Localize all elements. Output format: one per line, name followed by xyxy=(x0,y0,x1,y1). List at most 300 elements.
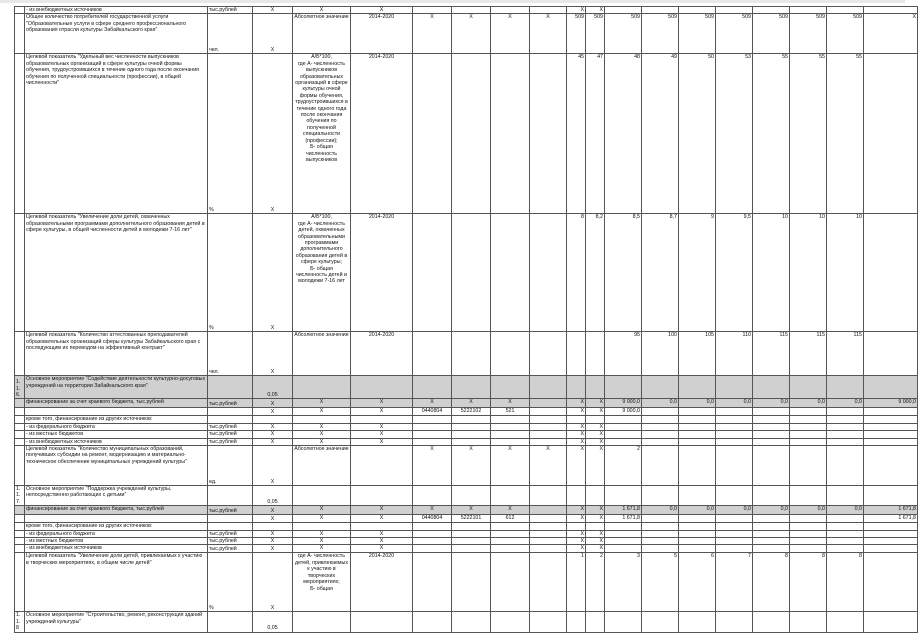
cell-r1-col7 xyxy=(413,7,452,14)
cell-r4-col3: % xyxy=(208,214,253,332)
cell-r12-col2: - из внебюджетных источников xyxy=(25,438,208,445)
cell-r5-col14: 100 xyxy=(642,332,679,376)
cell-r4-col4: X xyxy=(253,214,293,332)
cell-r7-col18: 0,0 xyxy=(790,399,827,408)
cell-r19-col13 xyxy=(605,538,642,545)
cell-r2-col14: 509 xyxy=(642,14,679,54)
cell-r2-col8: X xyxy=(452,14,491,54)
cell-r20-col2: - из внебюджетных источников xyxy=(25,545,208,553)
cell-r13-col5: Абсолютное значение xyxy=(293,446,351,486)
cell-r3-col13: 48 xyxy=(605,54,642,214)
cell-r4-col1 xyxy=(15,214,25,332)
cell-r20-col19 xyxy=(827,545,864,553)
cell-r8-col5: X xyxy=(293,408,351,416)
cell-r10-col18 xyxy=(790,423,827,430)
cell-r8-col11: X xyxy=(567,408,586,416)
cell-r20-col11: X xyxy=(567,545,586,553)
table-row-r11 xyxy=(15,431,918,438)
cell-r19-col14 xyxy=(642,538,679,545)
cell-r17-col12 xyxy=(586,523,605,530)
cell-r4-col11: 8 xyxy=(567,214,586,332)
cell-r21-col2: Целевой показатель "Увеличение доли детей, привлекаемых к участию в творческих мероприятиях, в общем числе детей" xyxy=(25,553,208,612)
cell-r11-col15 xyxy=(679,431,716,438)
cell-r13-col19 xyxy=(827,446,864,486)
cell-r2-col15: 509 xyxy=(679,14,716,54)
cell-r19-col20 xyxy=(864,538,918,545)
cell-r11-col7 xyxy=(413,431,452,438)
cell-r3-col1 xyxy=(15,54,25,214)
cell-r13-col1 xyxy=(15,446,25,486)
cell-r22-col14 xyxy=(642,612,679,632)
cell-r19-col6: X xyxy=(351,538,413,545)
cell-r17-col5 xyxy=(293,523,351,530)
cell-r21-col19: 8 xyxy=(827,553,864,612)
cell-r22-col7 xyxy=(413,612,452,632)
cell-r14-col1: 1.1.7. xyxy=(15,486,25,506)
cell-r16-col13: 1 671,8 xyxy=(605,515,642,523)
cell-r12-col18 xyxy=(790,438,827,445)
cell-r3-col7 xyxy=(413,54,452,214)
cell-r15-col17: 0,0 xyxy=(753,506,790,515)
cell-r13-col8: X xyxy=(452,446,491,486)
cell-r6-col11 xyxy=(567,376,586,399)
table-row-r18 xyxy=(15,530,918,537)
cell-r6-col18 xyxy=(790,376,827,399)
cell-r21-col4: X xyxy=(253,553,293,612)
cell-r21-col13: 3 xyxy=(605,553,642,612)
cell-r5-col16: 110 xyxy=(716,332,753,376)
cell-r22-col5 xyxy=(293,612,351,632)
cell-r19-col19 xyxy=(827,538,864,545)
cell-r13-col9: X xyxy=(491,446,530,486)
cell-r17-col6 xyxy=(351,523,413,530)
cell-r7-col15: 0,0 xyxy=(679,399,716,408)
cell-r11-col6: X xyxy=(351,431,413,438)
cell-r10-col3: тыс.рублей xyxy=(208,423,253,430)
table-row-r3 xyxy=(15,54,918,214)
cell-r17-col16 xyxy=(716,523,753,530)
cell-r15-col18: 0,0 xyxy=(790,506,827,515)
cell-r15-col11: X xyxy=(567,506,586,515)
cell-r13-col18 xyxy=(790,446,827,486)
cell-r12-col7 xyxy=(413,438,452,445)
cell-r16-col17 xyxy=(753,515,790,523)
cell-r10-col14 xyxy=(642,423,679,430)
cell-r19-col3: тыс.рублей xyxy=(208,538,253,545)
cell-r19-col11: X xyxy=(567,538,586,545)
cell-r19-col15 xyxy=(679,538,716,545)
cell-r10-col9 xyxy=(491,423,530,430)
cell-r21-col7 xyxy=(413,553,452,612)
cell-r20-col1 xyxy=(15,545,25,553)
cell-r13-col13: 2 xyxy=(605,446,642,486)
cell-r1-col20 xyxy=(864,7,918,14)
cell-r22-col11 xyxy=(567,612,586,632)
cell-r9-col9 xyxy=(491,416,530,423)
cell-r9-col6 xyxy=(351,416,413,423)
cell-r10-col13 xyxy=(605,423,642,430)
cell-r17-col3 xyxy=(208,523,253,530)
cell-r5-col20 xyxy=(864,332,918,376)
cell-r15-col12: X xyxy=(586,506,605,515)
cell-r13-col3: ед. xyxy=(208,446,253,486)
cell-r12-col3: тыс.рублей xyxy=(208,438,253,445)
cell-r13-col15 xyxy=(679,446,716,486)
cell-r8-col16 xyxy=(716,408,753,416)
table-row-r7 xyxy=(15,399,918,408)
cell-r19-col10 xyxy=(530,538,567,545)
cell-r21-col8 xyxy=(452,553,491,612)
cell-r7-col6: X xyxy=(351,399,413,408)
cell-r19-col8 xyxy=(452,538,491,545)
cell-r8-col2 xyxy=(25,408,208,416)
cell-r15-col13: 1 671,8 xyxy=(605,506,642,515)
cell-r20-col15 xyxy=(679,545,716,553)
cell-r13-col16 xyxy=(716,446,753,486)
cell-r14-col2: Основное мероприятие "Поддержка учреждений культуры, непосредственно работающих с детьми" xyxy=(25,486,208,506)
cell-r11-col19 xyxy=(827,431,864,438)
cell-r12-col15 xyxy=(679,438,716,445)
cell-r13-col6 xyxy=(351,446,413,486)
cell-r17-col14 xyxy=(642,523,679,530)
cell-r12-col6: X xyxy=(351,438,413,445)
program-table-sheet xyxy=(14,6,916,633)
cell-r12-col16 xyxy=(716,438,753,445)
cell-r9-col4 xyxy=(253,416,293,423)
cell-r10-col5: X xyxy=(293,423,351,430)
cell-r15-col6: X xyxy=(351,506,413,515)
cell-r22-col18 xyxy=(790,612,827,632)
cell-r4-col16: 9,5 xyxy=(716,214,753,332)
cell-r3-col10 xyxy=(530,54,567,214)
cell-r16-col11: X xyxy=(567,515,586,523)
table-row-r14 xyxy=(15,486,918,506)
cell-r17-col4 xyxy=(253,523,293,530)
cell-r9-col5 xyxy=(293,416,351,423)
cell-r4-col5: А/Б*100, где А- численность детей, охваченных образовательными программами дополнительного образования детей в сфере культуры; Б- общая численность детей и молодежи 7-16 лет xyxy=(293,214,351,332)
cell-r7-col7: X xyxy=(413,399,452,408)
cell-r10-col4: X xyxy=(253,423,293,430)
cell-r10-col1 xyxy=(15,423,25,430)
cell-r2-col19: 509 xyxy=(827,14,864,54)
cell-r19-col4: X xyxy=(253,538,293,545)
cell-r6-col5 xyxy=(293,376,351,399)
cell-r8-col18 xyxy=(790,408,827,416)
cell-r11-col9 xyxy=(491,431,530,438)
cell-r17-col9 xyxy=(491,523,530,530)
cell-r9-col16 xyxy=(716,416,753,423)
cell-r14-col15 xyxy=(679,486,716,506)
cell-r18-col3: тыс.рублей xyxy=(208,530,253,537)
cell-r20-col16 xyxy=(716,545,753,553)
cell-r16-col5: X xyxy=(293,515,351,523)
cell-r5-col4: X xyxy=(253,332,293,376)
cell-r12-col19 xyxy=(827,438,864,445)
cell-r9-col10 xyxy=(530,416,567,423)
cell-r12-col9 xyxy=(491,438,530,445)
cell-r4-col13: 8,5 xyxy=(605,214,642,332)
cell-r22-col17 xyxy=(753,612,790,632)
cell-r5-col9 xyxy=(491,332,530,376)
cell-r15-col16: 0,0 xyxy=(716,506,753,515)
table-row-r12 xyxy=(15,438,918,445)
cell-r1-col11: X xyxy=(567,7,586,14)
cell-r2-col9: X xyxy=(491,14,530,54)
cell-r7-col17: 0,0 xyxy=(753,399,790,408)
cell-r19-col12: X xyxy=(586,538,605,545)
cell-r5-col10 xyxy=(530,332,567,376)
cell-r9-col18 xyxy=(790,416,827,423)
cell-r22-col12 xyxy=(586,612,605,632)
cell-r6-col6 xyxy=(351,376,413,399)
cell-r3-col20 xyxy=(864,54,918,214)
cell-r4-col7 xyxy=(413,214,452,332)
cell-r22-col20 xyxy=(864,612,918,632)
cell-r21-col11: 1 xyxy=(567,553,586,612)
cell-r10-col2: - из федерального бюджета xyxy=(25,423,208,430)
cell-r9-col13 xyxy=(605,416,642,423)
cell-r16-col6: X xyxy=(351,515,413,523)
cell-r15-col2: финансирование за счет краевого бюджета, тыс.рублей xyxy=(25,506,208,515)
cell-r13-col7: X xyxy=(413,446,452,486)
cell-r1-col1 xyxy=(15,7,25,14)
cell-r4-col18: 10 xyxy=(790,214,827,332)
table-row-r8 xyxy=(15,408,918,416)
cell-r8-col14 xyxy=(642,408,679,416)
cell-r13-col10: X xyxy=(530,446,567,486)
cell-r6-col1: 1.1.6. xyxy=(15,376,25,399)
cell-r5-col11 xyxy=(567,332,586,376)
cell-r6-col8 xyxy=(452,376,491,399)
cell-r1-col19 xyxy=(827,7,864,14)
table-row-r15 xyxy=(15,506,918,515)
cell-r7-col2: финансирование за счет краевого бюджета, тыс.рублей xyxy=(25,399,208,408)
cell-r21-col1 xyxy=(15,553,25,612)
cell-r20-col13 xyxy=(605,545,642,553)
cell-r14-col17 xyxy=(753,486,790,506)
table-row-r19 xyxy=(15,538,918,545)
cell-r5-col15: 105 xyxy=(679,332,716,376)
cell-r1-col14 xyxy=(642,7,679,14)
cell-r21-col3: % xyxy=(208,553,253,612)
cell-r20-col10 xyxy=(530,545,567,553)
cell-r12-col8 xyxy=(452,438,491,445)
cell-r5-col1 xyxy=(15,332,25,376)
cell-r22-col8 xyxy=(452,612,491,632)
cell-r19-col7 xyxy=(413,538,452,545)
cell-r12-col4: X xyxy=(253,438,293,445)
cell-r6-col4: 0,05 xyxy=(253,376,293,399)
cell-r2-col20: X xyxy=(864,14,918,54)
cell-r18-col1 xyxy=(15,530,25,537)
cell-r20-col20 xyxy=(864,545,918,553)
cell-r21-col6: 2014-2020 xyxy=(351,553,413,612)
cell-r3-col11: 45 xyxy=(567,54,586,214)
cell-r4-col17: 10 xyxy=(753,214,790,332)
cell-r20-col12: X xyxy=(586,545,605,553)
cell-r5-col3: чел. xyxy=(208,332,253,376)
cell-r13-col2: Целевой показатель "Количество муниципальных образований, получивших субсидии на ремонт, модернизацию и материально-техническое обеспечение муниципальных учреждений культуры" xyxy=(25,446,208,486)
cell-r21-col15: 6 xyxy=(679,553,716,612)
cell-r12-col17 xyxy=(753,438,790,445)
cell-r12-col11: X xyxy=(567,438,586,445)
cell-r16-col20: 1 671,8 xyxy=(864,515,918,523)
cell-r9-col14 xyxy=(642,416,679,423)
cell-r17-col8 xyxy=(452,523,491,530)
cell-r5-col18: 115 xyxy=(790,332,827,376)
cell-r8-col19 xyxy=(827,408,864,416)
cell-r9-col15 xyxy=(679,416,716,423)
cell-r13-col14 xyxy=(642,446,679,486)
cell-r12-col20 xyxy=(864,438,918,445)
cell-r8-col9: 521 xyxy=(491,408,530,416)
cell-r1-col10 xyxy=(530,7,567,14)
cell-r10-col7 xyxy=(413,423,452,430)
cell-r2-col10: X xyxy=(530,14,567,54)
cell-r18-col8 xyxy=(452,530,491,537)
cell-r7-col12: X xyxy=(586,399,605,408)
cell-r1-col18 xyxy=(790,7,827,14)
cell-r16-col10 xyxy=(530,515,567,523)
cell-r18-col5: X xyxy=(293,530,351,537)
cell-r15-col15: 0,0 xyxy=(679,506,716,515)
cell-r20-col3: тыс.рублей xyxy=(208,545,253,553)
cell-r16-col8: 5222101 xyxy=(452,515,491,523)
cell-r8-col3 xyxy=(208,408,253,416)
cell-r11-col8 xyxy=(452,431,491,438)
cell-r12-col1 xyxy=(15,438,25,445)
program-indicators-table xyxy=(14,6,918,633)
cell-r13-col17 xyxy=(753,446,790,486)
cell-r4-col10 xyxy=(530,214,567,332)
cell-r11-col16 xyxy=(716,431,753,438)
cell-r14-col19 xyxy=(827,486,864,506)
cell-r10-col12: X xyxy=(586,423,605,430)
cell-r21-col20 xyxy=(864,553,918,612)
cell-r14-col4: 0,05 xyxy=(253,486,293,506)
cell-r16-col9: 612 xyxy=(491,515,530,523)
cell-r7-col16: 0,0 xyxy=(716,399,753,408)
cell-r2-col3: чел. xyxy=(208,14,253,54)
cell-r15-col8: X xyxy=(452,506,491,515)
cell-r2-col7: X xyxy=(413,14,452,54)
cell-r1-col17 xyxy=(753,7,790,14)
cell-r4-col14: 8,7 xyxy=(642,214,679,332)
cell-r20-col5: X xyxy=(293,545,351,553)
cell-r9-col12 xyxy=(586,416,605,423)
cell-r16-col4: X xyxy=(253,515,293,523)
cell-r16-col16 xyxy=(716,515,753,523)
cell-r15-col4: X xyxy=(253,506,293,515)
cell-r18-col12: X xyxy=(586,530,605,537)
cell-r4-col2: Целевой показатель "Увеличение доли детей, охваченных образовательными программами дополнительного образования детей в сфере культуры, в общей численности детей и молодежи 7-16 лет" xyxy=(25,214,208,332)
cell-r5-col2: Целевой показатель "Количество аттестованных преподавателей образовательных организаций сферы культуры Забайкальского края с последующим их переводом на эффективный контракт" xyxy=(25,332,208,376)
cell-r7-col1 xyxy=(15,399,25,408)
cell-r1-col13 xyxy=(605,7,642,14)
cell-r22-col13 xyxy=(605,612,642,632)
cell-r9-col7 xyxy=(413,416,452,423)
cell-r14-col8 xyxy=(452,486,491,506)
scan-edge xyxy=(0,0,905,3)
cell-r8-col4: X xyxy=(253,408,293,416)
cell-r1-col16 xyxy=(716,7,753,14)
cell-r3-col9 xyxy=(491,54,530,214)
cell-r2-col6: 2014-2020 xyxy=(351,14,413,54)
cell-r2-col5: Абсолютное значение xyxy=(293,14,351,54)
cell-r6-col20 xyxy=(864,376,918,399)
cell-r20-col6: X xyxy=(351,545,413,553)
cell-r6-col7 xyxy=(413,376,452,399)
cell-r21-col18: 8 xyxy=(790,553,827,612)
cell-r20-col8 xyxy=(452,545,491,553)
cell-r11-col5: X xyxy=(293,431,351,438)
cell-r3-col3: % xyxy=(208,54,253,214)
cell-r22-col6 xyxy=(351,612,413,632)
cell-r11-col12: X xyxy=(586,431,605,438)
cell-r4-col12: 8,2 xyxy=(586,214,605,332)
cell-r20-col17 xyxy=(753,545,790,553)
cell-r7-col11: X xyxy=(567,399,586,408)
cell-r6-col10 xyxy=(530,376,567,399)
cell-r16-col15 xyxy=(679,515,716,523)
cell-r4-col15: 9 xyxy=(679,214,716,332)
cell-r12-col5: X xyxy=(293,438,351,445)
cell-r17-col13 xyxy=(605,523,642,530)
cell-r14-col10 xyxy=(530,486,567,506)
cell-r8-col20 xyxy=(864,408,918,416)
cell-r11-col18 xyxy=(790,431,827,438)
cell-r3-col6: 2014-2020 xyxy=(351,54,413,214)
cell-r14-col20 xyxy=(864,486,918,506)
cell-r7-col10 xyxy=(530,399,567,408)
cell-r19-col1 xyxy=(15,538,25,545)
cell-r7-col5: X xyxy=(293,399,351,408)
cell-r2-col18: 509 xyxy=(790,14,827,54)
cell-r18-col2: - из федерального бюджета xyxy=(25,530,208,537)
cell-r8-col17 xyxy=(753,408,790,416)
cell-r10-col11: X xyxy=(567,423,586,430)
cell-r7-col8: X xyxy=(452,399,491,408)
cell-r18-col20 xyxy=(864,530,918,537)
cell-r20-col14 xyxy=(642,545,679,553)
cell-r6-col14 xyxy=(642,376,679,399)
table-row-r17 xyxy=(15,523,918,530)
cell-r1-col15 xyxy=(679,7,716,14)
cell-r6-col2: Основное мероприятие "Содействие деятельности культурно-досуговых учреждений на территории Забайкальского края" xyxy=(25,376,208,399)
cell-r18-col15 xyxy=(679,530,716,537)
cell-r18-col7 xyxy=(413,530,452,537)
cell-r2-col13: 509 xyxy=(605,14,642,54)
cell-r14-col18 xyxy=(790,486,827,506)
cell-r6-col3 xyxy=(208,376,253,399)
cell-r22-col1: 1.1.8 xyxy=(15,612,25,632)
cell-r3-col14: 49 xyxy=(642,54,679,214)
cell-r22-col19 xyxy=(827,612,864,632)
cell-r13-col11: X xyxy=(567,446,586,486)
cell-r9-col8 xyxy=(452,416,491,423)
cell-r3-col16: 53 xyxy=(716,54,753,214)
cell-r15-col10 xyxy=(530,506,567,515)
cell-r19-col18 xyxy=(790,538,827,545)
cell-r11-col14 xyxy=(642,431,679,438)
cell-r16-col2 xyxy=(25,515,208,523)
cell-r11-col10 xyxy=(530,431,567,438)
cell-r19-col16 xyxy=(716,538,753,545)
cell-r11-col3: тыс.рублей xyxy=(208,431,253,438)
cell-r20-col9 xyxy=(491,545,530,553)
cell-r10-col17 xyxy=(753,423,790,430)
cell-r9-col11 xyxy=(567,416,586,423)
